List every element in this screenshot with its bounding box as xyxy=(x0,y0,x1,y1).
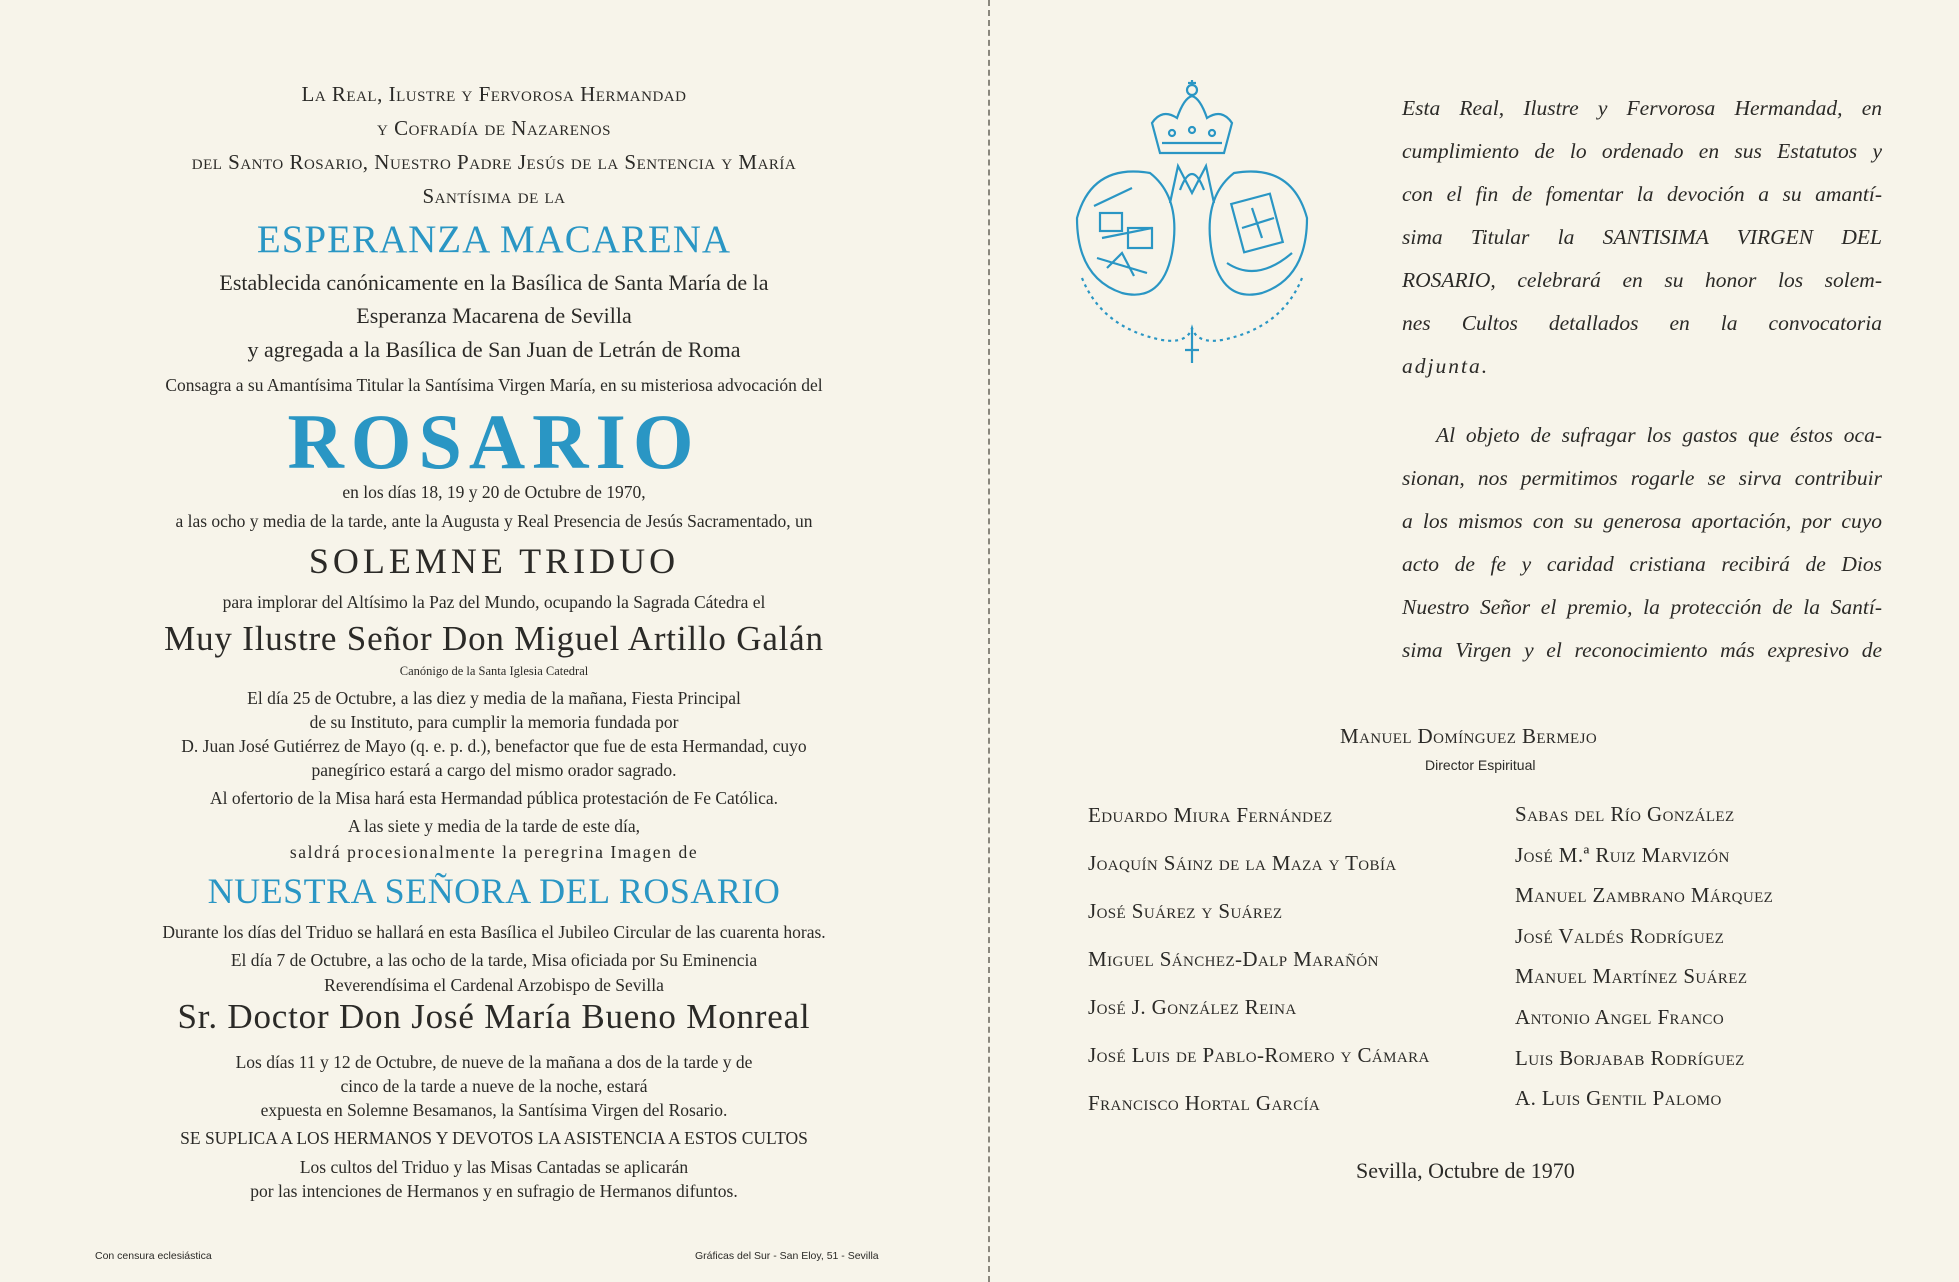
board-member-left-6: José Luis de Pablo-Romero y Cámara xyxy=(1088,1043,1430,1067)
header-line-3: del Santo Rosario, Nuestro Padre Jesús de la Sentencia y María xyxy=(191,150,797,174)
board-member-right-1: Sabas del Río González xyxy=(1515,802,1735,826)
suplica-line: SE SUPLICA A LOS HERMANOS Y DEVOTOS LA ASISTENCIA A ESTOS CULTOS xyxy=(180,1128,808,1148)
established-line-1: Establecida canónicamente en la Basílica de Santa María de la xyxy=(219,270,769,295)
preacher-name: Muy Ilustre Señor Don Miguel Artillo Galán xyxy=(164,619,824,658)
canonigo-line: Canónigo de la Santa Iglesia Catedral xyxy=(399,664,589,678)
fiesta-line-2: de su Instituto, para cumplir la memoria fundada por xyxy=(309,712,679,732)
cultos-line-2: por las intenciones de Hermanos y en sufragio de Hermanos difuntos. xyxy=(250,1181,738,1201)
fiesta-line-4: panegírico estará a cargo del mismo orador sagrado. xyxy=(311,760,677,780)
dias-line: en los días 18, 19 y 20 de Octubre de 1970, xyxy=(342,482,646,502)
director-name: Manuel Domínguez Bermejo xyxy=(1340,724,1598,748)
board-member-left-4: Miguel Sánchez-Dalp Marañón xyxy=(1088,947,1379,971)
board-member-right-3: Manuel Zambrano Márquez xyxy=(1515,883,1774,907)
request-line-6: sima Virgen y el reconocimiento más expresivo de xyxy=(1402,638,1882,662)
implorar-line: para implorar del Altísimo la Paz del Mundo, ocupando la Sagrada Cátedra el xyxy=(222,592,766,612)
request-line-1: Al objeto de sufragar los gastos que éstos oca- xyxy=(1436,423,1882,447)
ocho-line: a las ocho y media de la tarde, ante la Augusta y Real Presencia de Jesús Sacramentado, un xyxy=(175,511,813,531)
fiesta-line-5: Al ofertorio de la Misa hará esta Hermandad pública protestación de Fe Católica. xyxy=(209,788,779,808)
nuestra-senora-title: NUESTRA SEÑORA DEL ROSARIO xyxy=(207,871,781,911)
bishop-name: Sr. Doctor Don José María Bueno Monreal xyxy=(177,997,811,1036)
header-line-4: Santísima de la xyxy=(422,184,566,208)
place-date: Sevilla, Octubre de 1970 xyxy=(1356,1158,1575,1183)
board-member-left-7: Francisco Hortal García xyxy=(1088,1091,1321,1115)
fold-line xyxy=(988,0,994,1282)
fiesta-line-7: saldrá procesionalmente la peregrina Imagen de xyxy=(289,842,699,862)
intro-line-5: ROSARIO, celebrará en su honor los solem- xyxy=(1402,268,1882,292)
jubileo-line-3: Reverendísima el Cardenal Arzobispo de Sevilla xyxy=(324,975,664,995)
board-member-left-2: Joaquín Sáinz de la Maza y Tobía xyxy=(1088,851,1397,875)
intro-line-1: Esta Real, Ilustre y Fervorosa Hermandad, en xyxy=(1402,96,1882,120)
besamanos-line-2: cinco de la tarde a nueve de la noche, estará xyxy=(340,1076,648,1096)
printer-note: Gráficas del Sur - San Eloy, 51 - Sevilla xyxy=(695,1250,879,1262)
hermandad-crest-icon xyxy=(1062,78,1322,368)
header-line-2: y Cofradía de Nazarenos xyxy=(377,116,611,140)
jubileo-line-1: Durante los días del Triduo se hallará en esta Basílica el Jubileo Circular de las cuarenta horas. xyxy=(162,922,826,942)
board-member-right-6: Antonio Angel Franco xyxy=(1515,1005,1725,1029)
consagra-line: Consagra a su Amantísima Titular la Santísima Virgen María, en su misteriosa advocación del xyxy=(165,375,823,395)
board-member-left-5: José J. González Reina xyxy=(1088,995,1297,1019)
board-member-right-4: José Valdés Rodríguez xyxy=(1515,924,1725,948)
fiesta-line-1: El día 25 de Octubre, a las diez y media de la mañana, Fiesta Principal xyxy=(247,688,741,708)
board-member-right-8: A. Luis Gentil Palomo xyxy=(1515,1086,1722,1110)
intro-line-6: nes Cultos detallados en la convocatoria xyxy=(1402,311,1882,335)
esperanza-macarena-title: ESPERANZA MACARENA xyxy=(256,218,732,261)
established-line-3: y agregada a la Basílica de San Juan de Letrán de Roma xyxy=(247,337,741,362)
director-title: Director Espiritual xyxy=(1425,757,1536,773)
header-line-1: La Real, Ilustre y Fervorosa Hermandad xyxy=(301,82,687,106)
jubileo-line-2: El día 7 de Octubre, a las ocho de la tarde, Misa oficiada por Su Eminencia xyxy=(230,950,758,970)
fiesta-line-6: A las siete y media de la tarde de este día, xyxy=(347,816,641,836)
request-line-3: a los mismos con su generosa aportación, por cuyo xyxy=(1402,509,1882,533)
board-member-left-3: José Suárez y Suárez xyxy=(1088,899,1283,923)
censura-note: Con censura eclesiástica xyxy=(95,1250,212,1262)
established-line-2: Esperanza Macarena de Sevilla xyxy=(356,303,632,328)
solemne-triduo-title: SOLEMNE TRIDUO xyxy=(308,541,680,581)
intro-line-4: sima Titular la SANTISIMA VIRGEN DEL xyxy=(1402,225,1882,249)
besamanos-line-3: expuesta en Solemne Besamanos, la Santísima Virgen del Rosario. xyxy=(260,1100,728,1120)
board-member-left-1: Eduardo Miura Fernández xyxy=(1088,803,1333,827)
request-line-5: Nuestro Señor el premio, la protección de la Santí- xyxy=(1402,595,1882,619)
request-line-4: acto de fe y caridad cristiana recibirá de Dios xyxy=(1402,552,1882,576)
cultos-line-1: Los cultos del Triduo y las Misas Cantadas se aplicarán xyxy=(299,1157,689,1177)
fiesta-line-3: D. Juan José Gutiérrez de Mayo (q. e. p. d.), benefactor que fue de esta Hermandad, cuyo xyxy=(181,736,807,756)
intro-line-2: cumplimiento de lo ordenado en sus Estatutos y xyxy=(1402,139,1882,163)
request-line-2: sionan, nos permitimos rogarle se sirva contribuir xyxy=(1402,466,1882,490)
board-member-right-5: Manuel Martínez Suárez xyxy=(1515,964,1748,988)
rosario-title: ROSARIO xyxy=(287,398,701,485)
board-member-right-2: José M.ª Ruiz Marvizón xyxy=(1515,843,1730,867)
intro-line-7: adjunta. xyxy=(1402,354,1490,378)
besamanos-line-1: Los días 11 y 12 de Octubre, de nueve de la mañana a dos de la tarde y de xyxy=(235,1052,753,1072)
intro-line-3: con el fin de fomentar la devoción a su amantí- xyxy=(1402,182,1882,206)
board-member-right-7: Luis Borjabab Rodríguez xyxy=(1515,1046,1745,1070)
